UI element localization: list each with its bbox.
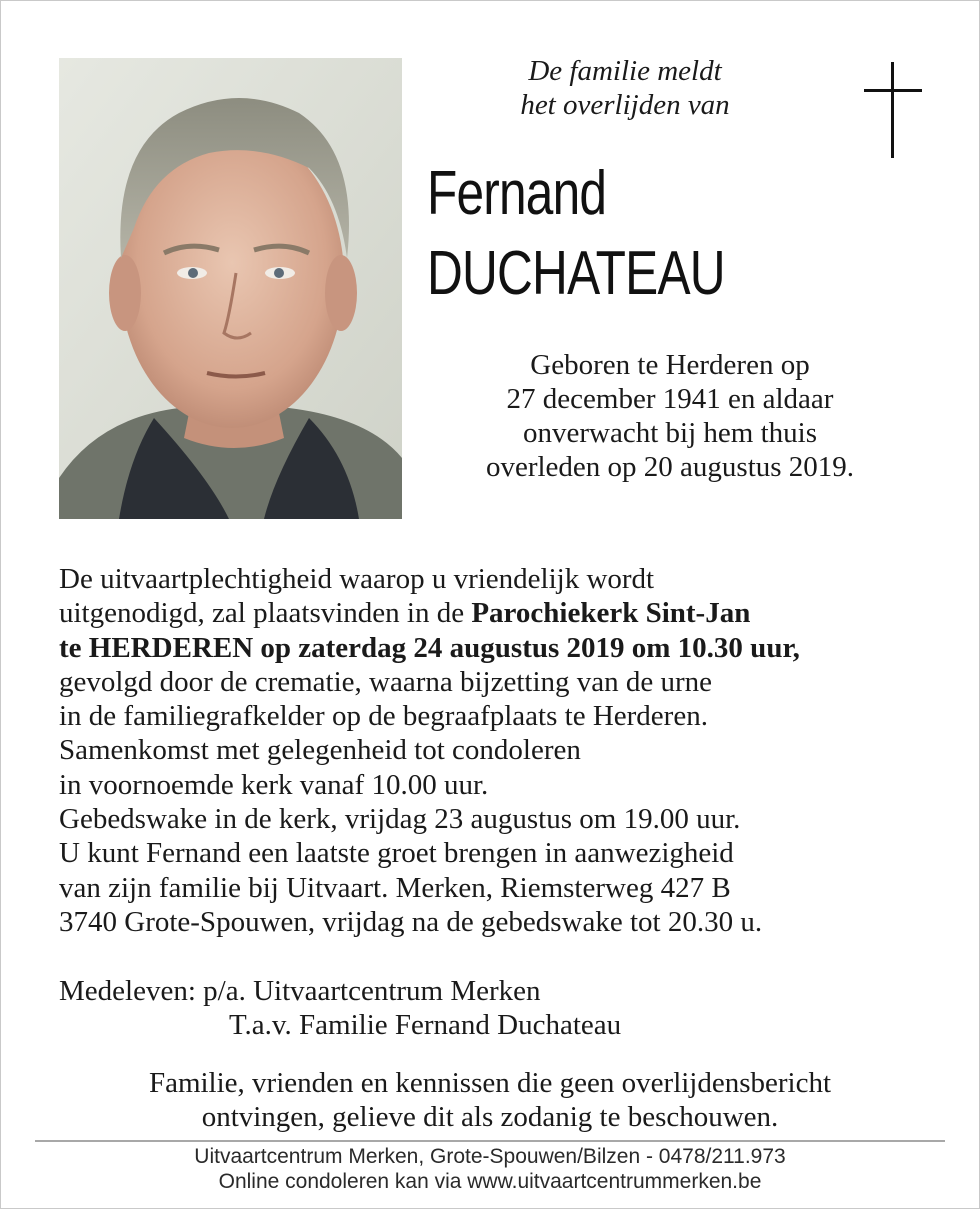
portrait-illustration [59,58,402,519]
condolence-line: Medeleven: p/a. Uitvaartcentrum Merken [59,975,541,1007]
condolence-line: T.a.v. Familie Fernand Duchateau [229,1009,622,1041]
deceased-last-name: DUCHATEAU [427,239,725,308]
body-line: Samenkomst met gelegenheid tot condoleren [59,734,581,767]
footer-website: Online condoleren kan via www.uitvaartcentrummerken.be [218,1170,762,1193]
church-name: Parochiekerk Sint-Jan [471,597,751,630]
body-line: in de familiegrafkelder op de begraafplaats te Herderen. [59,700,708,733]
intro-text [470,54,780,122]
born-line: 27 december 1941 en aldaar [506,383,834,415]
closing-line: ontvingen, gelieve dit als zodanig te beschouwen. [201,1101,779,1133]
footer-divider [35,1140,945,1142]
body-line [59,596,959,630]
footer [40,1144,940,1194]
body-line: 3740 Grote-Spouwen, vrijdag na de gebedswake tot 20.30 u. [59,905,763,938]
footer-contact: Uitvaartcentrum Merken, Grote-Spouwen/Bilzen - 0478/211.973 [194,1145,786,1168]
closing-line: Familie, vrienden en kennissen die geen overlijdensbericht [148,1067,832,1099]
intro-line: De familie meldt [528,55,722,87]
intro-line: het overlijden van [520,89,730,121]
body-line: De uitvaartplechtigheid waarop u vriendelijk wordt [59,563,655,595]
born-line: onverwacht bij hem thuis [523,417,817,449]
body-line [59,631,959,665]
birth-death-details [430,348,910,484]
body-line: U kunt Fernand een laatste groet brengen in aanwezigheid [59,837,734,870]
body-text: uitgenodigd, zal plaatsvinden in de [59,597,472,630]
body-line: in voornoemde kerk vanaf 10.00 uur. [59,768,489,801]
body-line: van zijn familie bij Uitvaart. Merken, Riemsterweg 427 B [59,871,731,904]
closing-note [40,1066,940,1134]
portrait-photo [59,58,402,519]
body-line: Gebedswake in de kerk, vrijdag 23 augustus om 19.00 uur. [59,803,741,836]
latin-cross-icon [864,62,922,158]
deceased-first-name: Fernand [427,159,607,228]
condolence-address [59,974,959,1042]
body-line: gevolgd door de crematie, waarna bijzetting van de urne [59,665,713,698]
born-line: Geboren te Herderen op [530,349,810,381]
funeral-details [59,562,959,939]
born-line: overleden op 20 augustus 2019. [485,451,855,483]
ceremony-date: te HERDEREN op zaterdag 24 augustus 2019 om 10.30 uur, [59,631,800,664]
